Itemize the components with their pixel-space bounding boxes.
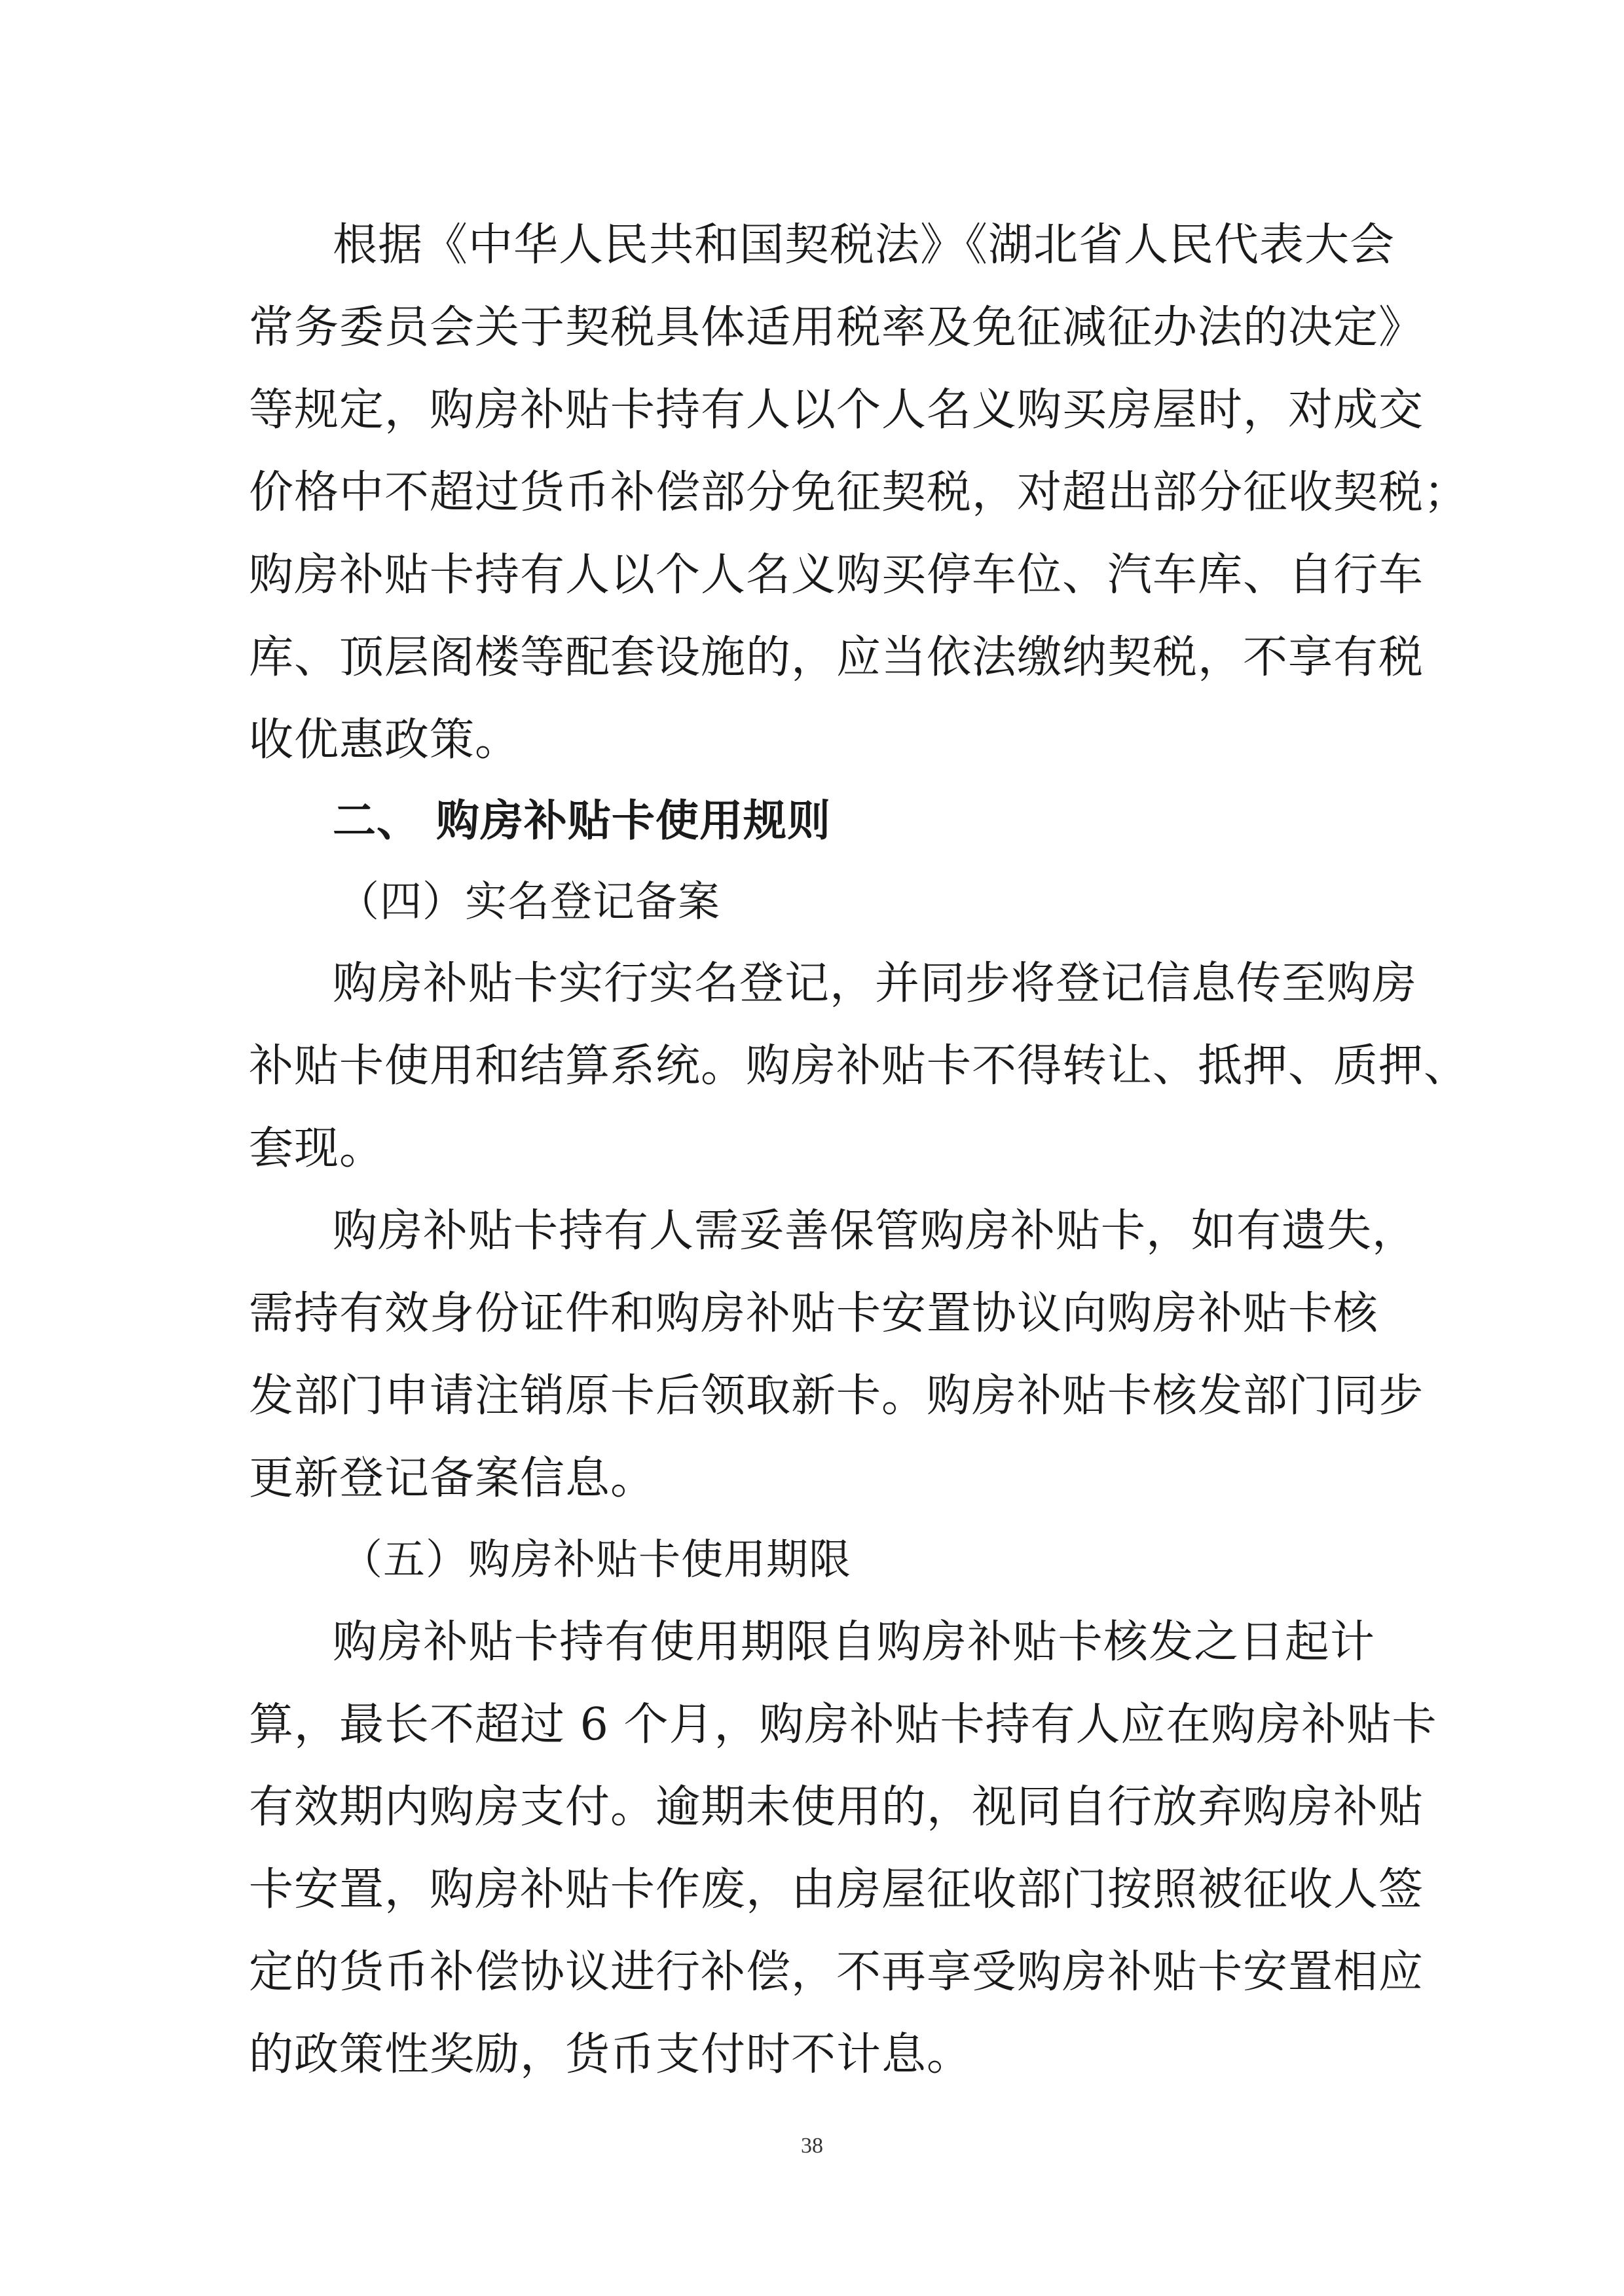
text-line: 常务委员会关于契税具体适用税率及免征减征办法的决定》 <box>249 302 1424 354</box>
text-line: 价格中不超过货币补偿部分免征契税，对超出部分征收契税； <box>249 467 1469 519</box>
text-line: 等规定，购房补贴卡持有人以个人名义购买房屋时，对成交 <box>249 384 1424 436</box>
text-line: 算，最长不超过 6 个月，购房补贴卡持有人应在购房补贴卡 <box>249 1699 1437 1751</box>
subsection-heading: （四）实名登记备案 <box>337 878 720 926</box>
text-line: 购房补贴卡持有人需妥善保管购房补贴卡，如有遗失， <box>333 1205 1418 1257</box>
text-line: 套现。 <box>249 1123 385 1175</box>
text-line: 更新登记备案信息。 <box>249 1453 656 1504</box>
text-line: 补贴卡使用和结算系统。购房补贴卡不得转让、抵押、质押、 <box>249 1040 1469 1092</box>
page-number: 38 <box>801 2134 823 2158</box>
subsection-heading: （五）购房补贴卡使用期限 <box>341 1536 851 1584</box>
text-line: 购房补贴卡持有使用期限自购房补贴卡核发之日起计 <box>333 1616 1375 1668</box>
text-line: 库、顶层阁楼等配套设施的，应当依法缴纳契税，不享有税 <box>249 632 1424 683</box>
text-line: 的政策性奖励，货币支付时不计息。 <box>249 2029 972 2081</box>
text-line: 收优惠政策。 <box>249 714 521 766</box>
text-line: 需持有效身份证件和购房补贴卡安置协议向购房补贴卡核 <box>249 1288 1379 1339</box>
text-line: 根据《中华人民共和国契税法》《湖北省人民代表大会 <box>333 219 1395 271</box>
text-line: 卡安置，购房补贴卡作废，由房屋征收部门按照被征收人签 <box>249 1864 1424 1916</box>
text-line: 购房补贴卡持有人以个人名义购买停车位、汽车库、自行车 <box>249 549 1424 601</box>
text-line: 购房补贴卡实行实名登记，并同步将登记信息传至购房 <box>333 958 1418 1010</box>
section-heading: 二、 购房补贴卡使用规则 <box>333 795 831 846</box>
text-line: 有效期内购房支付。逾期未使用的，视同自行放弃购房补贴 <box>249 1781 1424 1833</box>
text-line: 发部门申请注销原卡后领取新卡。购房补贴卡核发部门同步 <box>249 1370 1424 1422</box>
text-line: 定的货币补偿协议进行补偿，不再享受购房补贴卡安置相应 <box>249 1946 1424 1998</box>
